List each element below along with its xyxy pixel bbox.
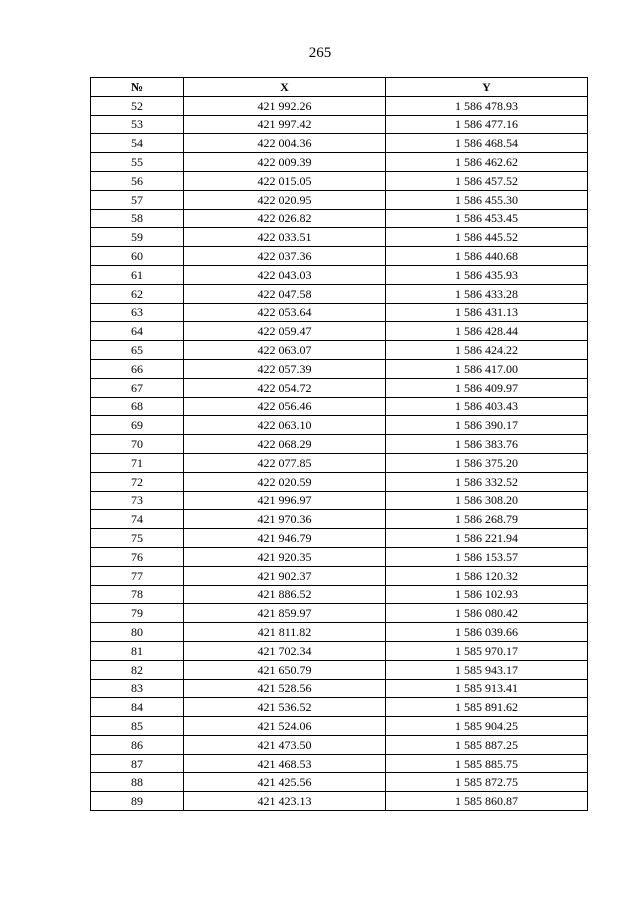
cell-x: 422 015.05 xyxy=(184,171,386,190)
cell-x: 422 063.10 xyxy=(184,416,386,435)
cell-number: 55 xyxy=(91,153,184,172)
cell-number: 78 xyxy=(91,585,184,604)
table-row xyxy=(91,96,588,115)
cell-y: 1 586 468.54 xyxy=(386,134,588,153)
table-row xyxy=(91,134,588,153)
table-row xyxy=(91,735,588,754)
cell-x: 422 057.39 xyxy=(184,359,386,378)
cell-x: 421 650.79 xyxy=(184,660,386,679)
cell-x: 421 468.53 xyxy=(184,754,386,773)
cell-x: 421 996.97 xyxy=(184,491,386,510)
cell-x: 421 524.06 xyxy=(184,717,386,736)
table-row xyxy=(91,341,588,360)
cell-y: 1 586 453.45 xyxy=(386,209,588,228)
cell-number: 87 xyxy=(91,754,184,773)
cell-x: 422 020.95 xyxy=(184,190,386,209)
cell-y: 1 586 308.20 xyxy=(386,491,588,510)
cell-x: 421 920.35 xyxy=(184,547,386,566)
cell-y: 1 586 120.32 xyxy=(386,566,588,585)
cell-number: 59 xyxy=(91,228,184,247)
cell-y: 1 586 383.76 xyxy=(386,435,588,454)
table-row xyxy=(91,265,588,284)
cell-y: 1 585 872.75 xyxy=(386,773,588,792)
cell-number: 65 xyxy=(91,341,184,360)
cell-number: 85 xyxy=(91,717,184,736)
cell-y: 1 586 417.00 xyxy=(386,359,588,378)
cell-x: 421 473.50 xyxy=(184,735,386,754)
cell-y: 1 586 039.66 xyxy=(386,623,588,642)
cell-x: 421 970.36 xyxy=(184,510,386,529)
cell-number: 70 xyxy=(91,435,184,454)
table-row xyxy=(91,115,588,134)
cell-y: 1 586 435.93 xyxy=(386,265,588,284)
cell-y: 1 586 332.52 xyxy=(386,472,588,491)
table-row xyxy=(91,284,588,303)
cell-y: 1 586 428.44 xyxy=(386,322,588,341)
cell-x: 422 056.46 xyxy=(184,397,386,416)
table-row xyxy=(91,660,588,679)
cell-x: 422 059.47 xyxy=(184,322,386,341)
cell-number: 75 xyxy=(91,529,184,548)
table-row xyxy=(91,453,588,472)
cell-x: 421 702.34 xyxy=(184,641,386,660)
cell-number: 86 xyxy=(91,735,184,754)
cell-number: 74 xyxy=(91,510,184,529)
cell-number: 77 xyxy=(91,566,184,585)
cell-number: 53 xyxy=(91,115,184,134)
cell-y: 1 585 970.17 xyxy=(386,641,588,660)
cell-number: 67 xyxy=(91,378,184,397)
cell-x: 422 033.51 xyxy=(184,228,386,247)
cell-x: 421 423.13 xyxy=(184,792,386,811)
table-row xyxy=(91,303,588,322)
table-body xyxy=(91,96,588,810)
cell-number: 61 xyxy=(91,265,184,284)
cell-y: 1 585 913.41 xyxy=(386,679,588,698)
cell-x: 421 886.52 xyxy=(184,585,386,604)
header-x: X xyxy=(184,78,386,97)
cell-x: 422 063.07 xyxy=(184,341,386,360)
table-row xyxy=(91,247,588,266)
table-row xyxy=(91,529,588,548)
cell-number: 52 xyxy=(91,96,184,115)
table-row xyxy=(91,171,588,190)
cell-y: 1 586 424.22 xyxy=(386,341,588,360)
cell-y: 1 586 455.30 xyxy=(386,190,588,209)
cell-x: 422 004.36 xyxy=(184,134,386,153)
cell-x: 421 992.26 xyxy=(184,96,386,115)
cell-y: 1 586 409.97 xyxy=(386,378,588,397)
cell-y: 1 586 462.62 xyxy=(386,153,588,172)
cell-number: 62 xyxy=(91,284,184,303)
cell-y: 1 586 403.43 xyxy=(386,397,588,416)
cell-number: 57 xyxy=(91,190,184,209)
table-row xyxy=(91,416,588,435)
cell-number: 69 xyxy=(91,416,184,435)
cell-number: 60 xyxy=(91,247,184,266)
table-row xyxy=(91,435,588,454)
cell-x: 421 425.56 xyxy=(184,773,386,792)
cell-number: 81 xyxy=(91,641,184,660)
cell-x: 421 536.52 xyxy=(184,698,386,717)
cell-x: 422 077.85 xyxy=(184,453,386,472)
cell-x: 421 811.82 xyxy=(184,623,386,642)
table-row xyxy=(91,491,588,510)
cell-y: 1 586 457.52 xyxy=(386,171,588,190)
table-row xyxy=(91,228,588,247)
header-number: № xyxy=(91,78,184,97)
cell-y: 1 586 431.13 xyxy=(386,303,588,322)
cell-y: 1 585 904.25 xyxy=(386,717,588,736)
cell-x: 421 946.79 xyxy=(184,529,386,548)
cell-x: 422 054.72 xyxy=(184,378,386,397)
cell-y: 1 585 943.17 xyxy=(386,660,588,679)
cell-y: 1 585 860.87 xyxy=(386,792,588,811)
table-row xyxy=(91,585,588,604)
cell-y: 1 586 375.20 xyxy=(386,453,588,472)
table-row xyxy=(91,641,588,660)
cell-y: 1 586 080.42 xyxy=(386,604,588,623)
table-row xyxy=(91,566,588,585)
cell-y: 1 586 478.93 xyxy=(386,96,588,115)
table-row xyxy=(91,359,588,378)
cell-x: 422 009.39 xyxy=(184,153,386,172)
cell-x: 421 902.37 xyxy=(184,566,386,585)
cell-number: 84 xyxy=(91,698,184,717)
cell-number: 79 xyxy=(91,604,184,623)
cell-x: 422 020.59 xyxy=(184,472,386,491)
cell-number: 89 xyxy=(91,792,184,811)
table-row xyxy=(91,378,588,397)
cell-x: 421 997.42 xyxy=(184,115,386,134)
cell-y: 1 586 153.57 xyxy=(386,547,588,566)
cell-number: 64 xyxy=(91,322,184,341)
cell-number: 83 xyxy=(91,679,184,698)
cell-x: 422 043.03 xyxy=(184,265,386,284)
cell-y: 1 586 390.17 xyxy=(386,416,588,435)
cell-y: 1 586 102.93 xyxy=(386,585,588,604)
table-header-row xyxy=(91,78,588,97)
cell-number: 73 xyxy=(91,491,184,510)
cell-y: 1 586 268.79 xyxy=(386,510,588,529)
table-row xyxy=(91,698,588,717)
table-row xyxy=(91,679,588,698)
cell-number: 56 xyxy=(91,171,184,190)
table-row xyxy=(91,472,588,491)
table-row xyxy=(91,773,588,792)
cell-x: 422 068.29 xyxy=(184,435,386,454)
cell-y: 1 585 887.25 xyxy=(386,735,588,754)
cell-number: 68 xyxy=(91,397,184,416)
cell-y: 1 586 433.28 xyxy=(386,284,588,303)
table-row xyxy=(91,153,588,172)
table-row xyxy=(91,623,588,642)
table-row xyxy=(91,322,588,341)
table-row xyxy=(91,547,588,566)
table-row xyxy=(91,604,588,623)
cell-x: 421 528.56 xyxy=(184,679,386,698)
cell-number: 54 xyxy=(91,134,184,153)
cell-x: 422 053.64 xyxy=(184,303,386,322)
cell-x: 422 037.36 xyxy=(184,247,386,266)
cell-x: 422 026.82 xyxy=(184,209,386,228)
table-row xyxy=(91,792,588,811)
cell-number: 80 xyxy=(91,623,184,642)
table-row xyxy=(91,209,588,228)
cell-y: 1 586 440.68 xyxy=(386,247,588,266)
cell-number: 71 xyxy=(91,453,184,472)
table-row xyxy=(91,190,588,209)
cell-y: 1 585 885.75 xyxy=(386,754,588,773)
cell-number: 72 xyxy=(91,472,184,491)
cell-y: 1 586 221.94 xyxy=(386,529,588,548)
page-number: 265 xyxy=(308,45,332,61)
table-row xyxy=(91,717,588,736)
coordinates-table xyxy=(90,77,588,811)
header-y: Y xyxy=(386,78,588,97)
table-row xyxy=(91,397,588,416)
cell-number: 76 xyxy=(91,547,184,566)
cell-x: 422 047.58 xyxy=(184,284,386,303)
cell-y: 1 585 891.62 xyxy=(386,698,588,717)
cell-number: 58 xyxy=(91,209,184,228)
table-row xyxy=(91,510,588,529)
cell-number: 82 xyxy=(91,660,184,679)
cell-number: 63 xyxy=(91,303,184,322)
cell-y: 1 586 477.16 xyxy=(386,115,588,134)
table-row xyxy=(91,754,588,773)
cell-x: 421 859.97 xyxy=(184,604,386,623)
cell-number: 88 xyxy=(91,773,184,792)
cell-y: 1 586 445.52 xyxy=(386,228,588,247)
cell-number: 66 xyxy=(91,359,184,378)
